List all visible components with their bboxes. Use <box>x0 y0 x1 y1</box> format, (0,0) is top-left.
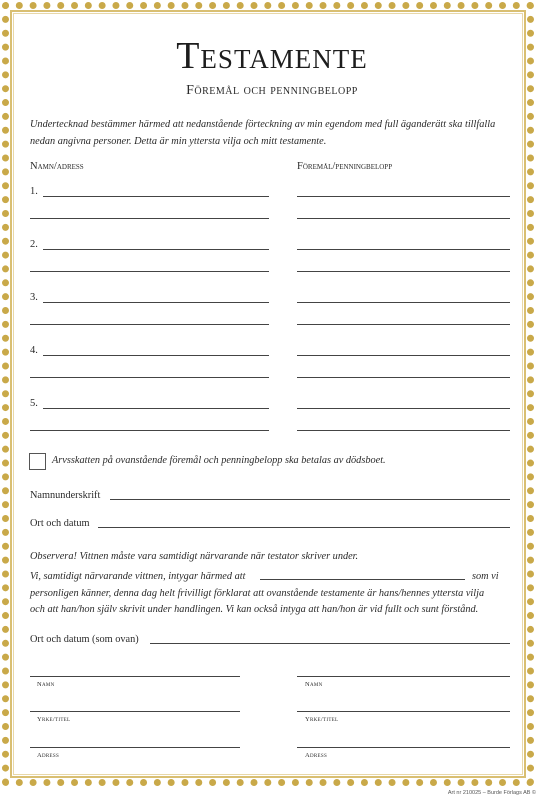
item-amount-field-3a[interactable] <box>297 302 510 303</box>
witness-2-occupation-field[interactable] <box>297 711 510 712</box>
witness-2-name-field[interactable] <box>297 676 510 677</box>
witness-1-address-field[interactable] <box>30 747 240 748</box>
name-address-field-2a[interactable] <box>43 249 269 250</box>
witness-place-date-field[interactable] <box>150 643 510 644</box>
witness-text-line-1-end: som vi <box>472 571 499 582</box>
item-amount-field-5a[interactable] <box>297 408 510 409</box>
item-amount-field-1a[interactable] <box>297 196 510 197</box>
name-address-field-4a[interactable] <box>43 355 269 356</box>
inheritance-tax-checkbox[interactable] <box>29 453 46 470</box>
column-header-items-amount: Föremål/penningbelopp <box>297 161 393 172</box>
witness-2-address-field[interactable] <box>297 747 510 748</box>
row-number-1: 1. <box>30 186 38 197</box>
row-number-4: 4. <box>30 345 38 356</box>
item-amount-field-2b[interactable] <box>297 271 510 272</box>
witness-1-name-label: Namn <box>37 681 55 688</box>
witness-text-line-3: och att han/hon själv skrivit under handlingen. Vi kan också intyga att han/hon är vid fullt och sunt förstånd. <box>30 604 479 615</box>
item-amount-field-1b[interactable] <box>297 218 510 219</box>
row-number-2: 2. <box>30 239 38 250</box>
name-address-field-3a[interactable] <box>43 302 269 303</box>
place-date-label: Ort och datum <box>30 518 90 529</box>
name-address-field-1b[interactable] <box>30 218 269 219</box>
witness-notice: Observera! Vittnen måste vara samtidigt närvarande när testator skriver under. <box>30 551 359 562</box>
row-number-3: 3. <box>30 292 38 303</box>
witness-1-address-label: Adress <box>37 752 60 759</box>
witness-2-address-label: Adress <box>305 752 328 759</box>
place-date-same-label: Ort och datum (som ovan) <box>30 634 139 645</box>
name-address-field-2b[interactable] <box>30 271 269 272</box>
inheritance-tax-label: Arvsskatten på ovanstående föremål och penningbelopp ska betalas av dödsboet. <box>52 455 386 466</box>
testator-name-field[interactable] <box>260 579 465 580</box>
name-address-field-3b[interactable] <box>30 324 269 325</box>
item-amount-field-4a[interactable] <box>297 355 510 356</box>
witness-1-occupation-field[interactable] <box>30 711 240 712</box>
witness-1-name-field[interactable] <box>30 676 240 677</box>
item-amount-field-4b[interactable] <box>297 377 510 378</box>
signature-field[interactable] <box>110 499 510 500</box>
witness-2-occupation-label: Yrke/titel <box>305 716 339 723</box>
witness-1-occupation-label: Yrke/titel <box>37 716 71 723</box>
name-address-field-1a[interactable] <box>43 196 269 197</box>
name-address-field-4b[interactable] <box>30 377 269 378</box>
witness-text-line-1: Vi, samtidigt närvarande vittnen, intygar härmed att <box>30 571 246 582</box>
place-date-field[interactable] <box>98 527 510 528</box>
page-title: Testamente <box>176 35 368 77</box>
item-amount-field-2a[interactable] <box>297 249 510 250</box>
item-amount-field-5b[interactable] <box>297 430 510 431</box>
column-header-name-address: Namn/adress <box>30 161 84 172</box>
item-amount-field-3b[interactable] <box>297 324 510 325</box>
row-number-5: 5. <box>30 398 38 409</box>
name-address-field-5a[interactable] <box>43 408 269 409</box>
witness-2-name-label: Namn <box>305 681 323 688</box>
footer-article-number: Art nr 210025 – Burde Förlags AB © <box>447 790 536 796</box>
witness-text-line-2: personligen känner, denna dag helt frivilligt förklarat att ovanstående testamente är hans/hennes yttersta vilja <box>30 588 485 599</box>
signature-label: Namnunderskrift <box>30 490 101 501</box>
name-address-field-5b[interactable] <box>30 430 269 431</box>
page-subtitle: Föremål och penningbelopp <box>186 83 358 98</box>
intro-text: Undertecknad bestämmer härmed att nedanstående förteckning av min egendom med full äganderätt ska tillfalla nedan angivna personer. Detta är min yttersta vilja och mitt testamente. <box>30 119 496 147</box>
